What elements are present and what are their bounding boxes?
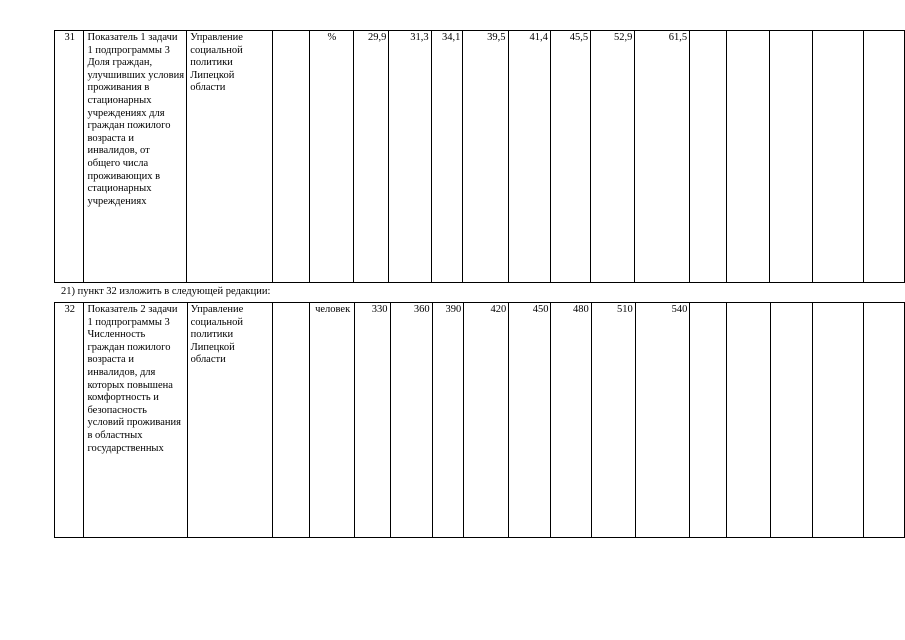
empty-cell (273, 31, 310, 283)
value-cell (864, 303, 905, 538)
indicator-table-31 (54, 30, 905, 283)
value-cell: 52,9 (591, 31, 635, 283)
value-cell: 29,9 (353, 31, 389, 283)
value-cell (690, 31, 727, 283)
value-cell (770, 31, 813, 283)
value-cell (770, 303, 813, 538)
responsible-body: Управление социальной политики Липецкой области (187, 303, 273, 538)
amendment-note: 21) пункт 32 изложить в следующей редакции: (61, 286, 271, 297)
value-cell (864, 31, 905, 283)
value-cell: 45,5 (550, 31, 590, 283)
value-cell (813, 31, 864, 283)
row-number: 32 (55, 303, 84, 538)
empty-cell (273, 303, 310, 538)
value-cell: 39,5 (463, 31, 508, 283)
responsible-body: Управление социальной политики Липецкой области (187, 31, 273, 283)
value-cell (726, 31, 770, 283)
unit-cell: % (309, 31, 353, 283)
value-cell: 510 (591, 303, 635, 538)
value-cell: 61,5 (635, 31, 690, 283)
value-cell: 390 (432, 303, 464, 538)
unit-cell: человек (310, 303, 355, 538)
value-cell: 31,3 (389, 31, 431, 283)
indicator-name: Показатель 2 задачи 1 подпрограммы 3 Численность граждан пожилого возраста и инвалидов, для которых повышена комфортность и безопасность условий проживания в областных государственных (84, 303, 187, 538)
value-cell: 540 (635, 303, 690, 538)
value-cell: 480 (551, 303, 591, 538)
value-cell: 450 (509, 303, 551, 538)
value-cell: 360 (390, 303, 432, 538)
row-number: 31 (55, 31, 84, 283)
value-cell: 34,1 (431, 31, 463, 283)
value-cell: 420 (464, 303, 509, 538)
table-row (55, 31, 905, 283)
value-cell: 330 (355, 303, 390, 538)
value-cell (813, 303, 864, 538)
value-cell (690, 303, 727, 538)
value-cell (727, 303, 770, 538)
table-row (55, 303, 905, 538)
indicator-name: Показатель 1 задачи 1 подпрограммы 3 Доля граждан, улучшивших условия проживания в стационарных учреждениях для граждан пожилого возраста и инвалидов, от общего числа проживающих в стационарных учреждениях (84, 31, 187, 283)
indicator-table-32 (54, 302, 905, 538)
value-cell: 41,4 (508, 31, 550, 283)
